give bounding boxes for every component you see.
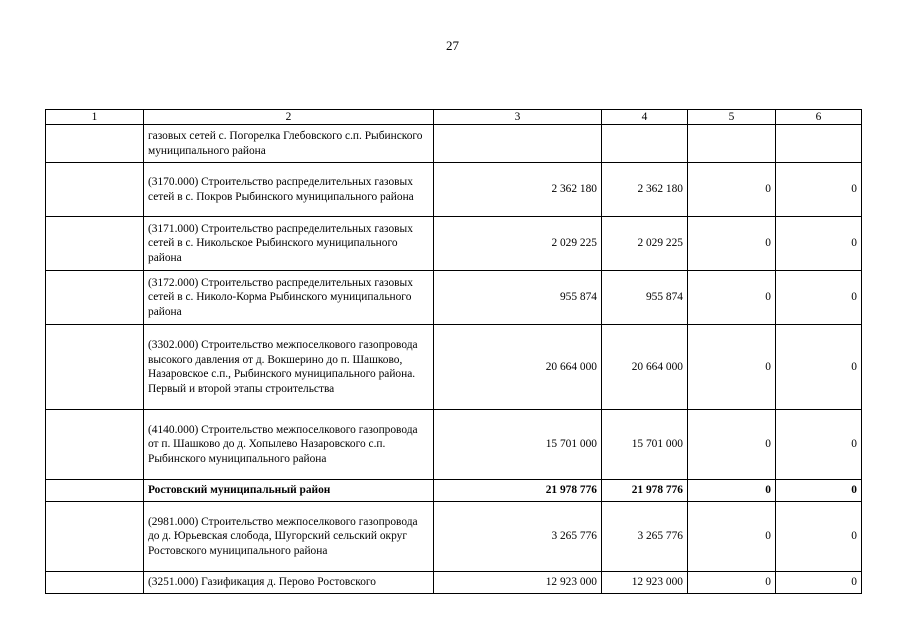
table-body [46, 110, 862, 594]
row-amount-total [434, 125, 602, 163]
row-description: (3171.000) Строительство распределительных газовых сетей в с. Никольское Рыбинского муниципального района [144, 217, 434, 271]
row-amount-col6: 0 [776, 410, 862, 480]
row-amount-total: 3 265 776 [434, 502, 602, 572]
row-amount-total: 2 029 225 [434, 217, 602, 271]
row-description: газовых сетей с. Погорелка Глебовского с.п. Рыбинского муниципального района [144, 125, 434, 163]
row-amount-budget: 15 701 000 [602, 410, 688, 480]
row-amount-budget: 955 874 [602, 271, 688, 325]
row-amount-total: 21 978 776 [434, 480, 602, 502]
row-amount-total: 12 923 000 [434, 572, 602, 594]
row-amount-col6: 0 [776, 217, 862, 271]
row-amount-budget: 2 362 180 [602, 163, 688, 217]
table-row [46, 217, 862, 271]
row-amount-col5: 0 [688, 271, 776, 325]
row-amount-budget: 12 923 000 [602, 572, 688, 594]
row-amount-col5: 0 [688, 325, 776, 410]
row-amount-budget: 2 029 225 [602, 217, 688, 271]
row-amount-col5: 0 [688, 572, 776, 594]
row-code [46, 480, 144, 502]
row-amount-col5: 0 [688, 217, 776, 271]
row-amount-col5: 0 [688, 502, 776, 572]
table-row [46, 271, 862, 325]
page-number: 27 [446, 38, 459, 53]
table-row [46, 502, 862, 572]
row-amount-col6: 0 [776, 271, 862, 325]
row-description: (3251.000) Газификация д. Перово Ростовского [144, 572, 434, 594]
table-row [46, 125, 862, 163]
row-description: (3302.000) Строительство межпоселкового газопровода высокого давления от д. Вокшерино до п. Шашково, Назаровское с.п., Рыбинского муниципального района. Первый и второй этапы строительства [144, 325, 434, 410]
row-code [46, 502, 144, 572]
row-amount-col6 [776, 125, 862, 163]
column-header-5: 5 [688, 110, 776, 125]
row-amount-col6: 0 [776, 502, 862, 572]
table-row-subtotal [46, 480, 862, 502]
row-code [46, 125, 144, 163]
row-code [46, 410, 144, 480]
column-header-4: 4 [602, 110, 688, 125]
row-amount-col5 [688, 125, 776, 163]
row-code [46, 325, 144, 410]
row-description: Ростовский муниципальный район [144, 480, 434, 502]
table-row [46, 572, 862, 594]
row-amount-col5: 0 [688, 163, 776, 217]
column-header-1: 1 [46, 110, 144, 125]
row-amount-col5: 0 [688, 480, 776, 502]
row-amount-total: 2 362 180 [434, 163, 602, 217]
row-amount-col6: 0 [776, 163, 862, 217]
row-amount-budget: 21 978 776 [602, 480, 688, 502]
row-amount-budget: 20 664 000 [602, 325, 688, 410]
row-amount-budget [602, 125, 688, 163]
row-amount-budget: 3 265 776 [602, 502, 688, 572]
row-amount-total: 20 664 000 [434, 325, 602, 410]
table-row [46, 410, 862, 480]
table-row [46, 325, 862, 410]
row-amount-total: 15 701 000 [434, 410, 602, 480]
row-amount-col6: 0 [776, 325, 862, 410]
column-number-row [46, 110, 862, 125]
row-description: (4140.000) Строительство межпоселкового газопровода от п. Шашково до д. Хопылево Назаровского с.п. Рыбинского муниципального района [144, 410, 434, 480]
row-code [46, 572, 144, 594]
row-amount-col5: 0 [688, 410, 776, 480]
column-header-6: 6 [776, 110, 862, 125]
row-amount-col6: 0 [776, 572, 862, 594]
column-header-2: 2 [144, 110, 434, 125]
row-code [46, 163, 144, 217]
row-description: (3170.000) Строительство распределительных газовых сетей в с. Покров Рыбинского муниципального района [144, 163, 434, 217]
row-description: (3172.000) Строительство распределительных газовых сетей в с. Николо-Корма Рыбинского муниципального района [144, 271, 434, 325]
row-amount-total: 955 874 [434, 271, 602, 325]
row-description: (2981.000) Строительство межпоселкового газопровода до д. Юрьевская слобода, Шугорский сельский округ Ростовского муниципального района [144, 502, 434, 572]
row-code [46, 217, 144, 271]
row-amount-col6: 0 [776, 480, 862, 502]
column-header-3: 3 [434, 110, 602, 125]
row-code [46, 271, 144, 325]
budget-table [45, 109, 862, 594]
table-row [46, 163, 862, 217]
